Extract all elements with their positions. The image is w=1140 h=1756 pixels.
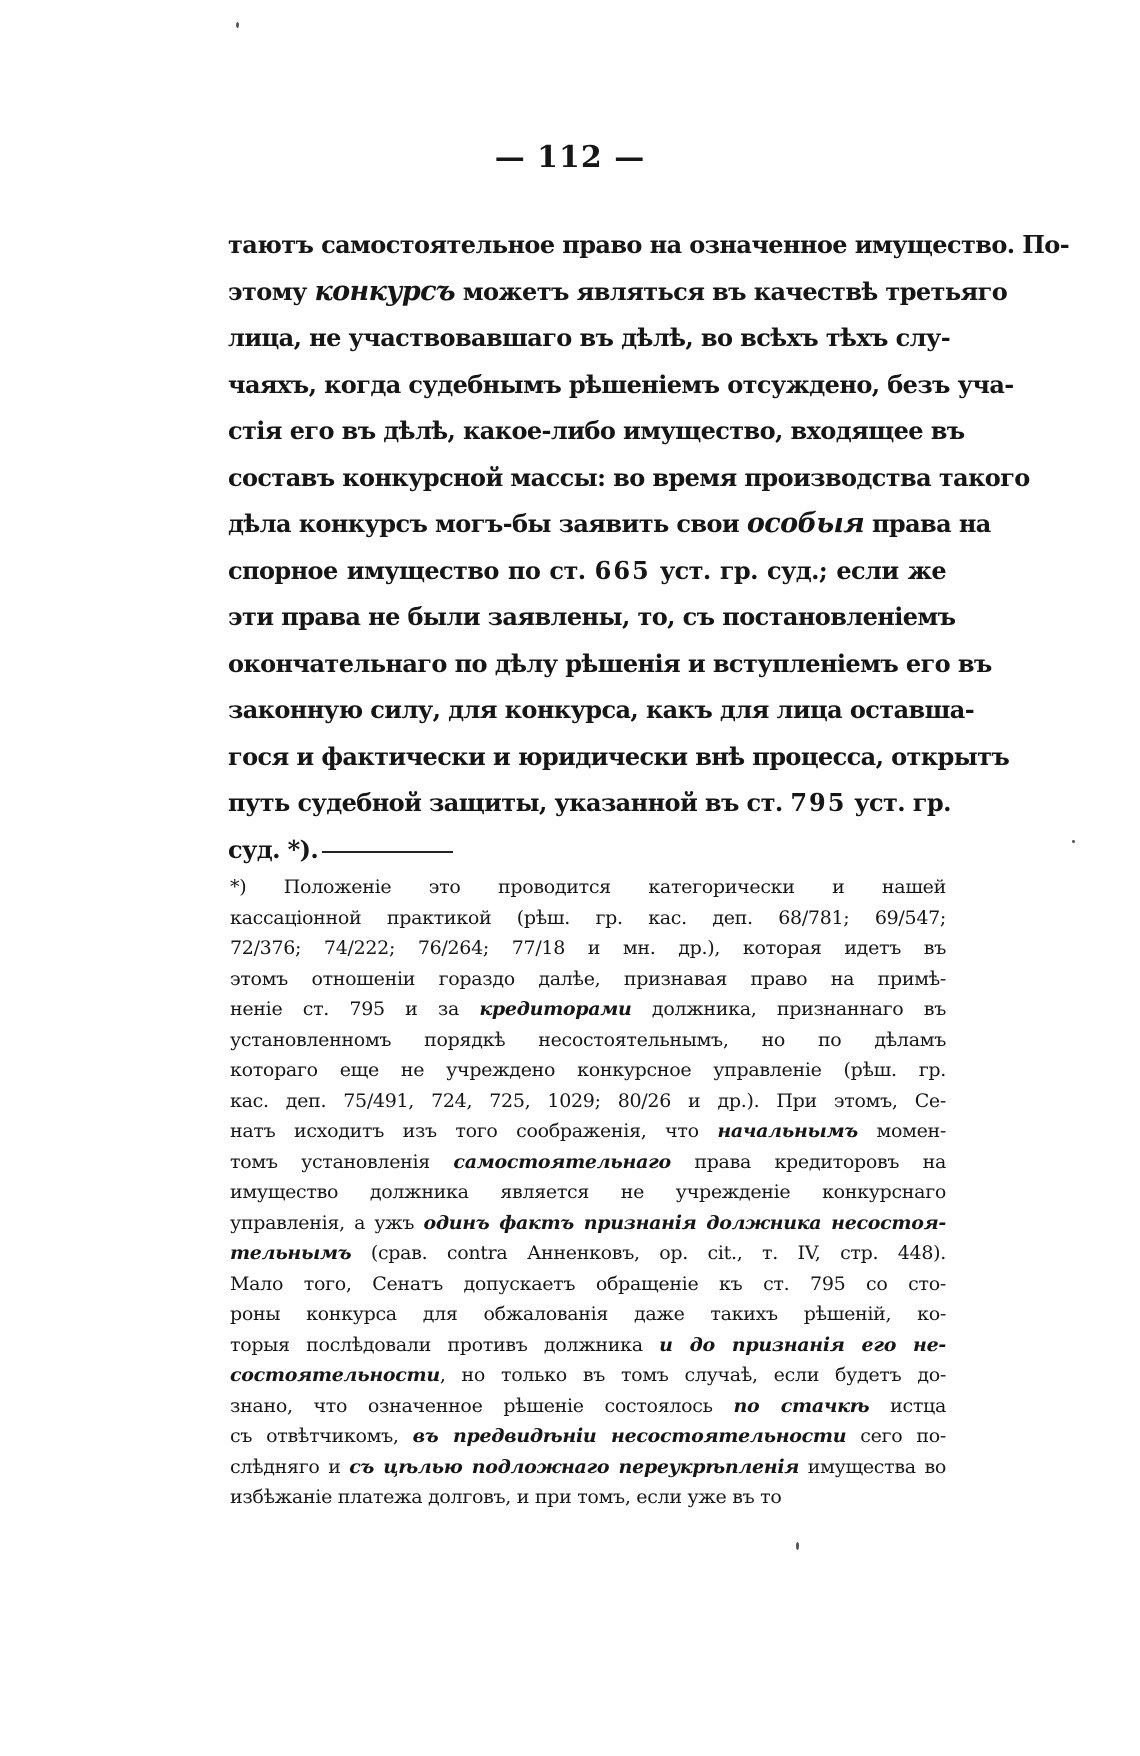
footnote-text: съ цѣлью подложнаго переукрѣпленія bbox=[349, 1455, 800, 1478]
body-text: особыя bbox=[746, 508, 865, 539]
body-text: окончательнаго по дѣлу рѣшенія и вступленіемъ его въ bbox=[228, 648, 992, 678]
footnote-line bbox=[230, 1025, 946, 1056]
footnote-text: натъ исходитъ изъ того соображенія, что bbox=[230, 1120, 718, 1142]
footnote-line bbox=[230, 964, 946, 995]
footnote-text: состоятельности bbox=[230, 1364, 440, 1386]
body-text: гося и фактически и юридически внѣ процесса, открытъ bbox=[228, 741, 1010, 771]
footnote-line bbox=[230, 1147, 946, 1178]
footnote-text: должника, признаннаго въ bbox=[631, 998, 946, 1020]
footnote-line bbox=[230, 1360, 946, 1391]
footnote-text: имущества во bbox=[799, 1455, 946, 1478]
footnote-line bbox=[230, 1055, 946, 1086]
footnote-line bbox=[230, 1299, 946, 1330]
body-line bbox=[228, 641, 992, 688]
body-text: конкурсъ bbox=[314, 275, 456, 307]
footnote-line bbox=[230, 1421, 946, 1452]
footnote-text: имущество должника является не учрежденіе конкурснаго bbox=[230, 1181, 946, 1203]
scan-speck bbox=[796, 1542, 799, 1550]
body-line bbox=[228, 501, 991, 548]
body-text: можетъ являться въ качествѣ третьяго bbox=[455, 276, 1008, 306]
footnote-line bbox=[230, 1452, 946, 1483]
footnote-text: *) Положеніе это проводится категорически и нашей bbox=[230, 876, 946, 898]
body-text: этому bbox=[228, 276, 315, 306]
footnote-text: права кредиторовъ на bbox=[670, 1150, 946, 1173]
footnote-text: момен- bbox=[857, 1120, 946, 1142]
body-line bbox=[228, 780, 951, 827]
body-text: таютъ самостоятельное право на означенное имущество. По- bbox=[228, 230, 1070, 259]
body-line bbox=[228, 269, 1008, 316]
body-line bbox=[228, 548, 946, 595]
body-line bbox=[228, 455, 1030, 502]
footnote-line bbox=[230, 1269, 946, 1300]
footnote-text: истца bbox=[869, 1394, 946, 1417]
body-text: права на bbox=[864, 509, 991, 538]
footnote-line bbox=[230, 1086, 946, 1117]
body-line bbox=[228, 315, 951, 362]
main-text bbox=[228, 222, 1070, 873]
footnote-text: кредиторами bbox=[479, 998, 632, 1020]
footnote-text: одинъ фактъ признанія должника несостоя- bbox=[423, 1211, 946, 1234]
scan-speck bbox=[236, 22, 239, 28]
page-number: — 112 — bbox=[494, 140, 646, 175]
footnote-text: установленномъ порядкѣ несостоятельнымъ, но по дѣламъ bbox=[230, 1028, 946, 1051]
body-text: спорное имущество по ст. bbox=[228, 555, 595, 585]
footnote-line bbox=[230, 903, 946, 934]
body-text: лица, не участвовавшаго въ дѣлѣ, во всѣхъ тѣхъ слу- bbox=[228, 323, 951, 352]
body-text: уст. гр. суд.; если же bbox=[650, 555, 946, 585]
footnote-text: котораго еще не учреждено конкурсное управленіе (рѣш. гр. bbox=[230, 1059, 946, 1081]
body-text: уст. гр. bbox=[846, 788, 951, 817]
footnote-line bbox=[230, 872, 946, 903]
footnote-line bbox=[230, 1482, 946, 1513]
body-text: стія его въ дѣлѣ, какое-либо имущество, входящее въ bbox=[228, 416, 965, 445]
body-text: путь судебной защиты, указанной въ ст. bbox=[228, 788, 791, 817]
footnote-line bbox=[230, 1330, 946, 1361]
body-text: 795 bbox=[790, 788, 847, 817]
footnote-line bbox=[230, 1208, 946, 1239]
footnote-text: слѣдняго и bbox=[230, 1455, 350, 1478]
footnote-text: начальнымъ bbox=[717, 1120, 858, 1142]
body-text: эти права не были заявлены, то, съ постановленіемъ bbox=[228, 602, 956, 631]
footnote-text: , но только въ томъ случаѣ, если будетъ до- bbox=[439, 1364, 946, 1386]
footnote-text: роны конкурса для обжалованія даже такихъ рѣшеній, ко- bbox=[230, 1303, 946, 1325]
footnote-line bbox=[230, 1116, 946, 1147]
footnote-text: кассаціонной практикой (рѣш. гр. кас. деп. 68/781; 69/547; bbox=[230, 906, 946, 929]
footnote-line bbox=[230, 1177, 946, 1208]
footnote-text: съ отвѣтчикомъ, bbox=[230, 1425, 413, 1447]
footnote-text: самостоятельнаго bbox=[453, 1150, 671, 1173]
footnote-line bbox=[230, 1391, 946, 1422]
footnote-text: въ предвидѣніи несостоятельности bbox=[412, 1425, 847, 1447]
body-text: законную силу, для конкурса, какъ для лица оставша- bbox=[228, 695, 975, 724]
footnote-line bbox=[230, 933, 946, 964]
body-line bbox=[228, 827, 946, 874]
footnote-text: неніе ст. 795 и за bbox=[230, 998, 480, 1020]
footnote-divider bbox=[322, 851, 453, 853]
body-line bbox=[228, 408, 965, 455]
footnote-text: этомъ отношеніи гораздо далѣе, признавая право на примѣ- bbox=[230, 967, 946, 990]
body-line bbox=[228, 362, 1014, 409]
footnote-text: томъ установленія bbox=[230, 1150, 454, 1173]
body-line bbox=[228, 734, 1010, 781]
body-text: дѣла конкурсъ могъ-бы заявить свои bbox=[228, 509, 747, 538]
body-text: чаяхъ, когда судебнымъ рѣшеніемъ отсуждено, безъ уча- bbox=[228, 369, 1014, 399]
body-text: 665 bbox=[594, 555, 651, 585]
footnote-line bbox=[230, 1238, 946, 1269]
footnote-text: сего по- bbox=[846, 1425, 946, 1447]
footnote-text: торыя послѣдовали противъ должника bbox=[230, 1333, 660, 1356]
footnote-text: знано, что означенное рѣшеніе состоялось bbox=[230, 1394, 734, 1417]
footnote-text: тельнымъ bbox=[230, 1242, 352, 1264]
footnote-text: по стачкѣ bbox=[733, 1394, 870, 1417]
footnote-text: 72/376; 74/222; 76/264; 77/18 и мн. др.), которая идетъ въ bbox=[230, 937, 946, 959]
footnote-text: и до признанія его не- bbox=[659, 1333, 946, 1356]
footnote-text: избѣжаніе платежа долговъ, и при томъ, если уже въ то bbox=[230, 1486, 782, 1508]
body-text: суд. *). bbox=[228, 834, 319, 864]
footnote-text: Мало того, Сенатъ допускаетъ обращеніе къ ст. 795 со сто- bbox=[230, 1272, 946, 1295]
scan-speck bbox=[1072, 840, 1075, 843]
footnote bbox=[230, 872, 946, 1513]
body-line bbox=[228, 594, 956, 641]
body-line bbox=[228, 687, 975, 734]
footnote-text: (срав. contra Анненковъ, op. cit., т. IV, стр. 448). bbox=[351, 1242, 946, 1264]
footnote-text: управленія, а ужъ bbox=[230, 1211, 424, 1234]
body-text: составъ конкурсной массы: во время производства такого bbox=[228, 462, 1030, 492]
body-line bbox=[228, 222, 1070, 269]
footnote-line bbox=[230, 994, 946, 1025]
footnote-text: кас. деп. 75/491, 724, 725, 1029; 80/26 и др.). При этомъ, Се- bbox=[230, 1089, 946, 1112]
